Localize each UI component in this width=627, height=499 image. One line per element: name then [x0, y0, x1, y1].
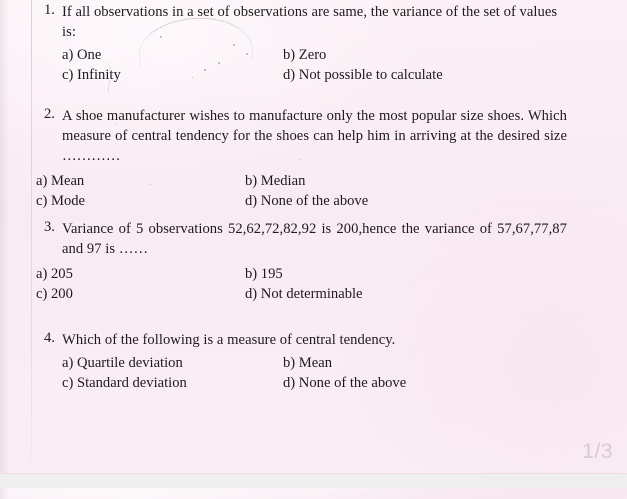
- question-3: [0, 219, 627, 303]
- scan-smudge-tail-icon: [82, 58, 113, 92]
- page-counter: 1/3: [582, 440, 613, 463]
- scan-speck-icon: [246, 53, 248, 55]
- question-2-number: 2.: [44, 106, 55, 122]
- question-3-option-a[interactable]: a) 205: [36, 266, 73, 282]
- question-3-number: 3.: [44, 219, 55, 235]
- question-1-text: If all observations in a set of observations are same, the variance of the set of values is:: [62, 4, 558, 40]
- scan-speck-icon: [233, 44, 235, 46]
- question-3-option-d[interactable]: d) Not determinable: [245, 286, 363, 302]
- document-page-2: [0, 488, 627, 499]
- paper-edge-shadow: [0, 488, 9, 499]
- question-1-option-c[interactable]: c) Infinity: [62, 67, 121, 83]
- question-1-option-d[interactable]: d) Not possible to calculate: [283, 67, 443, 83]
- question-1-option-a[interactable]: a) One: [62, 47, 102, 63]
- question-3-option-b[interactable]: b) 195: [245, 266, 283, 282]
- question-2-option-d[interactable]: d) None of the above: [245, 193, 369, 209]
- question-4-number: 4.: [44, 330, 55, 346]
- question-4-text: Which of the following is a measure of central tendency.: [62, 332, 396, 348]
- question-2-text: A shoe manufacturer wishes to manufacture only the most popular size shoes. Which measure of central tendency for the shoes can help him in arriving at the desired size …………: [62, 108, 567, 164]
- question-3-options: [0, 261, 627, 303]
- question-2: [0, 106, 627, 210]
- scan-speck-icon: [204, 69, 206, 71]
- question-2-option-a[interactable]: a) Mean: [36, 173, 85, 189]
- question-4-options: [0, 350, 627, 392]
- question-2-options: [0, 168, 627, 210]
- question-4-option-a[interactable]: a) Quartile deviation: [62, 355, 183, 371]
- question-4: [0, 330, 627, 392]
- question-4-option-b[interactable]: b) Mean: [283, 355, 333, 371]
- question-4-option-d[interactable]: d) None of the above: [283, 375, 407, 391]
- question-3-text: Variance of 5 observations 52,62,72,82,92 is 200,hence the variance of 57,67,77,87 and 97 is ……: [62, 221, 567, 257]
- scan-speck-icon: [160, 36, 162, 38]
- question-1-option-b[interactable]: b) Zero: [283, 47, 327, 63]
- question-2-option-b[interactable]: b) Median: [245, 173, 306, 189]
- scan-speck-icon: [218, 62, 220, 64]
- question-1-number: 1.: [44, 2, 55, 18]
- question-3-option-c[interactable]: c) 200: [36, 286, 73, 302]
- question-2-option-c[interactable]: c) Mode: [36, 193, 86, 209]
- question-4-option-c[interactable]: c) Standard deviation: [62, 375, 187, 391]
